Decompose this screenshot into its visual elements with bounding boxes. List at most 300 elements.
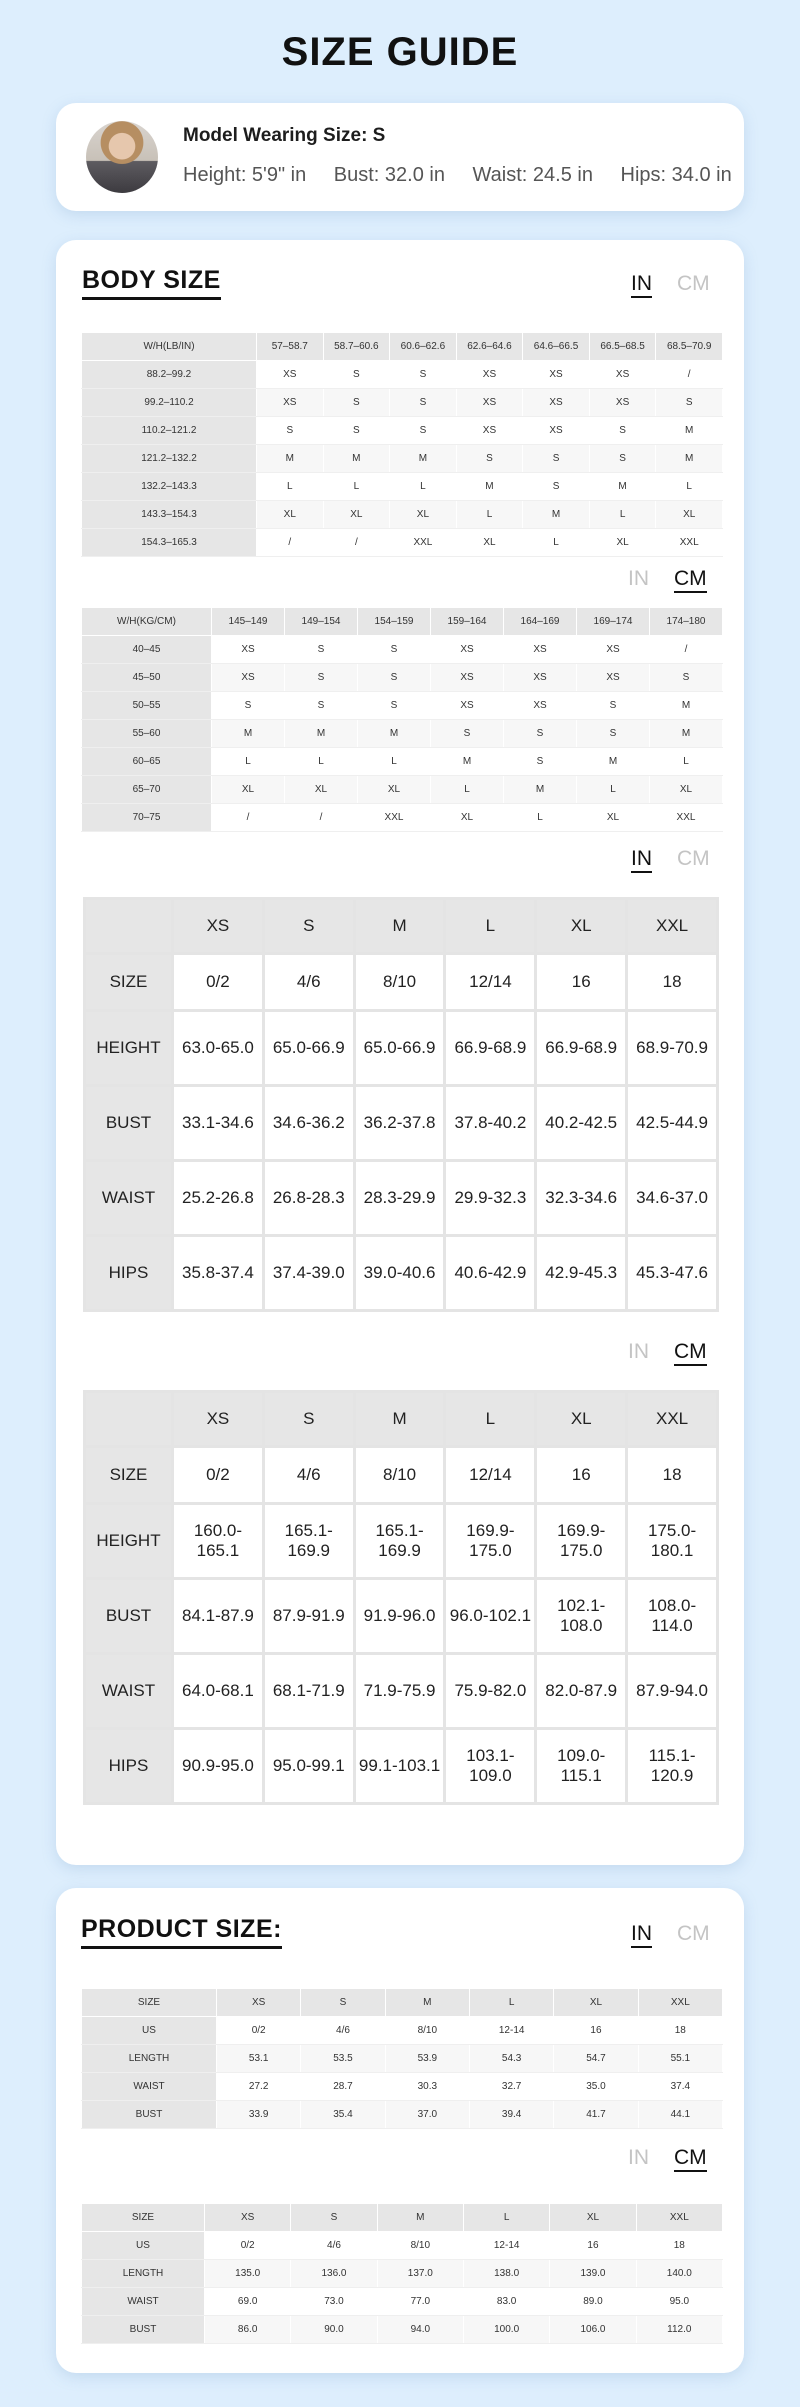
table-cell: 94.0 (377, 2316, 463, 2344)
body-size-title: BODY SIZE (82, 266, 221, 300)
table-cell: S (257, 417, 324, 445)
table-cell: XS (257, 389, 324, 417)
table-cell: 73.0 (291, 2288, 377, 2316)
table-row-header: 121.2–132.2 (82, 445, 257, 473)
table-row (82, 636, 723, 664)
measurement-table-in (83, 897, 719, 1312)
table-cell: S (523, 445, 590, 473)
table-column-header: L (445, 899, 536, 954)
table-cell: 29.9-32.3 (445, 1161, 536, 1236)
unit-toggle-5 (631, 1922, 710, 1948)
table-row (85, 1579, 718, 1654)
table-row-header: 143.3–154.3 (82, 501, 257, 529)
table-cell: 65.0-66.9 (354, 1011, 445, 1086)
table-cell: XL (656, 501, 723, 529)
table-cell: M (212, 720, 285, 748)
table-cell: 4/6 (301, 2017, 385, 2045)
table-cell: 53.5 (301, 2045, 385, 2073)
table-cell: L (323, 473, 390, 501)
table-corner-header: W/H(LB/IN) (82, 333, 257, 361)
table-cell: S (390, 361, 457, 389)
product-size-card (56, 1888, 744, 2373)
table-column-header: M (354, 899, 445, 954)
unit-in-tab[interactable]: IN (628, 567, 649, 590)
table-cell: 12/14 (445, 954, 536, 1011)
table-cell: M (390, 445, 457, 473)
table-column-header: L (463, 2204, 549, 2232)
table-column-header: 169–174 (577, 608, 650, 636)
table-cell: S (456, 445, 523, 473)
table-cell: S (323, 389, 390, 417)
table-cell: 96.0-102.1 (445, 1579, 536, 1654)
table-cell: 37.0 (385, 2101, 469, 2129)
table-cell: S (589, 417, 656, 445)
table-cell: 35.4 (301, 2101, 385, 2129)
table-row-header: BUST (82, 2316, 205, 2344)
table-cell: S (285, 636, 358, 664)
model-info-card (56, 103, 744, 211)
table-cell: XS (456, 361, 523, 389)
table-cell: 169.9-175.0 (536, 1504, 627, 1579)
table-cell: 55.1 (638, 2045, 722, 2073)
table-cell: 54.7 (554, 2045, 638, 2073)
table-cell: 0/2 (217, 2017, 301, 2045)
table-cell: XXL (358, 804, 431, 832)
table-cell: 87.9-94.0 (627, 1654, 718, 1729)
table-row-header: 110.2–121.2 (82, 417, 257, 445)
table-cell: XL (212, 776, 285, 804)
table-header-row (82, 608, 723, 636)
model-wearing-size: Model Wearing Size: S (183, 125, 386, 146)
table-row-header: WAIST (85, 1161, 173, 1236)
table-header-row (85, 899, 718, 954)
table-header-row (82, 2204, 723, 2232)
table-cell: / (650, 636, 723, 664)
unit-cm-tab[interactable]: CM (674, 1340, 707, 1366)
unit-cm-tab[interactable]: CM (677, 847, 710, 870)
table-cell: XL (390, 501, 457, 529)
table-cell: M (504, 776, 577, 804)
table-cell: XXL (650, 804, 723, 832)
table-cell: 12/14 (445, 1447, 536, 1504)
table-cell: XS (504, 664, 577, 692)
table-cell: 18 (627, 954, 718, 1011)
table-cell: L (257, 473, 324, 501)
table-row-header: HIPS (85, 1729, 173, 1804)
table-row-header: SIZE (85, 954, 173, 1011)
table-row-header: HIPS (85, 1236, 173, 1311)
table-column-header: XXL (636, 2204, 722, 2232)
table-cell: 41.7 (554, 2101, 638, 2129)
table-column-header: M (385, 1989, 469, 2017)
table-cell: 99.1-103.1 (354, 1729, 445, 1804)
table-cell: 137.0 (377, 2260, 463, 2288)
table-column-header: XL (550, 2204, 636, 2232)
table-cell: XS (456, 389, 523, 417)
table-row-header: 55–60 (82, 720, 212, 748)
table-cell: 8/10 (354, 1447, 445, 1504)
table-cell: S (504, 720, 577, 748)
table-cell: 36.2-37.8 (354, 1086, 445, 1161)
unit-cm-tab[interactable]: CM (674, 567, 707, 593)
table-cell: XS (431, 636, 504, 664)
table-row (82, 2316, 723, 2344)
table-column-header: M (354, 1392, 445, 1447)
table-column-header: S (291, 2204, 377, 2232)
table-cell: 0/2 (205, 2232, 291, 2260)
table-row (82, 529, 723, 557)
body-size-table-cm (81, 607, 723, 832)
table-cell: S (212, 692, 285, 720)
table-cell: 4/6 (263, 954, 354, 1011)
table-row (82, 776, 723, 804)
table-cell: 27.2 (217, 2073, 301, 2101)
table-cell: 103.1-109.0 (445, 1729, 536, 1804)
table-cell: 160.0-165.1 (173, 1504, 264, 1579)
table-cell: S (323, 361, 390, 389)
table-cell: 33.9 (217, 2101, 301, 2129)
table-cell: 4/6 (263, 1447, 354, 1504)
table-cell: 109.0-115.1 (536, 1729, 627, 1804)
table-column-header: 68.5–70.9 (656, 333, 723, 361)
table-row (85, 1729, 718, 1804)
table-cell: M (285, 720, 358, 748)
table-cell: 175.0-180.1 (627, 1504, 718, 1579)
table-cell: S (650, 664, 723, 692)
table-column-header: XS (205, 2204, 291, 2232)
table-corner-header: SIZE (82, 2204, 205, 2232)
table-cell: 37.8-40.2 (445, 1086, 536, 1161)
table-cell: XL (323, 501, 390, 529)
table-row-header: US (82, 2232, 205, 2260)
table-cell: 18 (627, 1447, 718, 1504)
table-cell: XS (523, 361, 590, 389)
table-row (82, 2073, 723, 2101)
table-row (82, 692, 723, 720)
table-cell: / (285, 804, 358, 832)
table-cell: S (431, 720, 504, 748)
table-cell: 53.1 (217, 2045, 301, 2073)
table-cell: L (577, 776, 650, 804)
table-cell: 77.0 (377, 2288, 463, 2316)
table-cell: M (358, 720, 431, 748)
product-size-table-in (81, 1988, 723, 2129)
unit-in-tab[interactable]: IN (631, 847, 652, 873)
table-cell: S (577, 692, 650, 720)
table-cell: XS (431, 664, 504, 692)
table-row-header: 50–55 (82, 692, 212, 720)
table-cell: L (650, 748, 723, 776)
table-cell: / (656, 361, 723, 389)
table-cell: XS (431, 692, 504, 720)
table-cell: 66.9-68.9 (445, 1011, 536, 1086)
table-cell: 100.0 (463, 2316, 549, 2344)
table-cell: 135.0 (205, 2260, 291, 2288)
table-row (82, 664, 723, 692)
table-cell: 112.0 (636, 2316, 722, 2344)
table-cell: XS (212, 664, 285, 692)
table-cell: 8/10 (385, 2017, 469, 2045)
table-cell: XL (257, 501, 324, 529)
table-cell: 68.9-70.9 (627, 1011, 718, 1086)
table-cell: M (523, 501, 590, 529)
product-size-title: PRODUCT SIZE: (81, 1915, 282, 1949)
table-cell: 140.0 (636, 2260, 722, 2288)
model-waist: Waist: 24.5 in (472, 164, 593, 186)
table-row (82, 2288, 723, 2316)
table-cell: L (431, 776, 504, 804)
table-row (85, 954, 718, 1011)
table-row-header: SIZE (85, 1447, 173, 1504)
table-cell: S (285, 664, 358, 692)
table-column-header: 159–164 (431, 608, 504, 636)
table-row (82, 501, 723, 529)
unit-cm-tab[interactable]: CM (677, 272, 710, 295)
table-cell: S (577, 720, 650, 748)
table-cell: 12-14 (469, 2017, 553, 2045)
table-row-header: 99.2–110.2 (82, 389, 257, 417)
table-cell: 87.9-91.9 (263, 1579, 354, 1654)
table-cell: 28.7 (301, 2073, 385, 2101)
table-row (82, 2101, 723, 2129)
table-cell: M (650, 720, 723, 748)
table-cell: L (285, 748, 358, 776)
model-measurements (183, 164, 754, 187)
table-cell: 66.9-68.9 (536, 1011, 627, 1086)
table-cell: M (656, 445, 723, 473)
table-row-header: 70–75 (82, 804, 212, 832)
table-row-header: 154.3–165.3 (82, 529, 257, 557)
table-cell: M (656, 417, 723, 445)
table-row-header: WAIST (82, 2288, 205, 2316)
table-row (85, 1011, 718, 1086)
table-cell: 12-14 (463, 2232, 549, 2260)
table-cell: 106.0 (550, 2316, 636, 2344)
table-cell: XS (456, 417, 523, 445)
table-cell: L (523, 529, 590, 557)
table-cell: XL (431, 804, 504, 832)
table-cell: S (390, 417, 457, 445)
table-column-header: 164–169 (504, 608, 577, 636)
table-row (82, 361, 723, 389)
model-avatar (86, 121, 158, 193)
table-row (85, 1654, 718, 1729)
table-column-header: 57–58.7 (257, 333, 324, 361)
table-cell: 16 (554, 2017, 638, 2045)
table-cell: 34.6-37.0 (627, 1161, 718, 1236)
table-column-header: 64.6–66.5 (523, 333, 590, 361)
table-cell: 138.0 (463, 2260, 549, 2288)
table-column-header: 62.6–64.6 (456, 333, 523, 361)
table-cell: XS (523, 417, 590, 445)
table-row-header: 45–50 (82, 664, 212, 692)
table-cell: L (656, 473, 723, 501)
table-cell: 63.0-65.0 (173, 1011, 264, 1086)
table-cell: / (323, 529, 390, 557)
table-column-header: 174–180 (650, 608, 723, 636)
table-column-header: 60.6–62.6 (390, 333, 457, 361)
table-corner-header: SIZE (82, 1989, 217, 2017)
table-cell: S (323, 417, 390, 445)
table-cell: 69.0 (205, 2288, 291, 2316)
table-column-header: 145–149 (212, 608, 285, 636)
table-column-header: L (445, 1392, 536, 1447)
table-row (85, 1086, 718, 1161)
table-cell: 68.1-71.9 (263, 1654, 354, 1729)
unit-in-tab[interactable]: IN (628, 2146, 649, 2169)
unit-in-tab[interactable]: IN (631, 1922, 652, 1948)
table-cell: 108.0-114.0 (627, 1579, 718, 1654)
unit-cm-tab[interactable]: CM (674, 2146, 707, 2172)
unit-toggle-1 (631, 272, 710, 298)
table-column-header: S (263, 1392, 354, 1447)
table-corner-header (85, 1392, 173, 1447)
table-column-header: XL (536, 1392, 627, 1447)
table-row (82, 2045, 723, 2073)
table-cell: 18 (638, 2017, 722, 2045)
table-cell: XS (523, 389, 590, 417)
table-cell: XL (650, 776, 723, 804)
table-cell: 90.0 (291, 2316, 377, 2344)
table-column-header: L (469, 1989, 553, 2017)
table-row-header: 65–70 (82, 776, 212, 804)
table-cell: 37.4-39.0 (263, 1236, 354, 1311)
table-cell: 35.8-37.4 (173, 1236, 264, 1311)
table-corner-header: W/H(KG/CM) (82, 608, 212, 636)
table-cell: XS (577, 636, 650, 664)
table-cell: XL (358, 776, 431, 804)
table-cell: 42.5-44.9 (627, 1086, 718, 1161)
table-row (82, 389, 723, 417)
unit-toggle-4 (628, 1340, 707, 1366)
table-cell: S (504, 748, 577, 776)
table-row-header: LENGTH (82, 2045, 217, 2073)
table-cell: XL (456, 529, 523, 557)
model-bust: Bust: 32.0 in (333, 164, 445, 186)
table-cell: 16 (536, 954, 627, 1011)
table-column-header: 66.5–68.5 (589, 333, 656, 361)
table-cell: 165.1-169.9 (263, 1504, 354, 1579)
table-cell: L (358, 748, 431, 776)
unit-in-tab[interactable]: IN (631, 272, 652, 298)
table-row-header: LENGTH (82, 2260, 205, 2288)
table-cell: 44.1 (638, 2101, 722, 2129)
table-cell: XL (589, 529, 656, 557)
table-row-header: HEIGHT (85, 1504, 173, 1579)
table-cell: 8/10 (354, 954, 445, 1011)
table-row-header: BUST (82, 2101, 217, 2129)
table-column-header: XS (173, 899, 264, 954)
table-cell: S (358, 664, 431, 692)
table-row-header: HEIGHT (85, 1011, 173, 1086)
table-cell: 16 (536, 1447, 627, 1504)
table-cell: XL (577, 804, 650, 832)
table-row (82, 720, 723, 748)
table-column-header: 149–154 (285, 608, 358, 636)
table-row (82, 2017, 723, 2045)
table-row-header: BUST (85, 1086, 173, 1161)
body-size-card (56, 240, 744, 1865)
table-cell: 64.0-68.1 (173, 1654, 264, 1729)
table-row-header: 60–65 (82, 748, 212, 776)
table-header-row (82, 1989, 723, 2017)
table-cell: 35.0 (554, 2073, 638, 2101)
table-cell: 42.9-45.3 (536, 1236, 627, 1311)
table-cell: S (589, 445, 656, 473)
table-cell: 65.0-66.9 (263, 1011, 354, 1086)
table-cell: 169.9-175.0 (445, 1504, 536, 1579)
table-header-row (82, 333, 723, 361)
table-column-header: 154–159 (358, 608, 431, 636)
table-cell: 136.0 (291, 2260, 377, 2288)
unit-in-tab[interactable]: IN (628, 1340, 649, 1363)
table-row (85, 1504, 718, 1579)
table-cell: XS (589, 389, 656, 417)
table-cell: M (456, 473, 523, 501)
table-row-header: 40–45 (82, 636, 212, 664)
table-cell: L (212, 748, 285, 776)
table-column-header: XXL (627, 1392, 718, 1447)
table-cell: 18 (636, 2232, 722, 2260)
table-cell: S (656, 389, 723, 417)
table-cell: 83.0 (463, 2288, 549, 2316)
table-column-header: XS (173, 1392, 264, 1447)
table-cell: 91.9-96.0 (354, 1579, 445, 1654)
unit-toggle-3 (631, 847, 710, 873)
unit-cm-tab[interactable]: CM (677, 1922, 710, 1945)
table-cell: XS (589, 361, 656, 389)
table-column-header: S (301, 1989, 385, 2017)
model-height: Height: 5'9" in (183, 164, 307, 186)
table-cell: 75.9-82.0 (445, 1654, 536, 1729)
table-cell: 40.6-42.9 (445, 1236, 536, 1311)
table-column-header: XS (217, 1989, 301, 2017)
table-row (82, 445, 723, 473)
table-cell: XS (504, 692, 577, 720)
table-cell: XL (285, 776, 358, 804)
table-row-header: BUST (85, 1579, 173, 1654)
table-row (82, 417, 723, 445)
table-row (82, 2232, 723, 2260)
table-cell: 165.1-169.9 (354, 1504, 445, 1579)
table-cell: 89.0 (550, 2288, 636, 2316)
table-row (85, 1236, 718, 1311)
table-row (82, 804, 723, 832)
table-cell: L (456, 501, 523, 529)
table-row (82, 473, 723, 501)
table-cell: 34.6-36.2 (263, 1086, 354, 1161)
measurement-table-cm (83, 1390, 719, 1805)
table-cell: S (358, 692, 431, 720)
table-cell: 32.7 (469, 2073, 553, 2101)
model-hips: Hips: 34.0 in (620, 164, 732, 186)
table-cell: / (212, 804, 285, 832)
table-column-header: 58.7–60.6 (323, 333, 390, 361)
table-cell: S (390, 389, 457, 417)
table-cell: S (358, 636, 431, 664)
product-size-table-cm (81, 2203, 723, 2344)
table-row (82, 2260, 723, 2288)
table-cell: M (323, 445, 390, 473)
table-row-header: WAIST (85, 1654, 173, 1729)
table-column-header: XXL (627, 899, 718, 954)
table-cell: S (523, 473, 590, 501)
table-cell: 39.4 (469, 2101, 553, 2129)
table-cell: M (650, 692, 723, 720)
table-corner-header (85, 899, 173, 954)
body-size-table-in (81, 332, 723, 557)
unit-toggle-2 (628, 567, 707, 593)
